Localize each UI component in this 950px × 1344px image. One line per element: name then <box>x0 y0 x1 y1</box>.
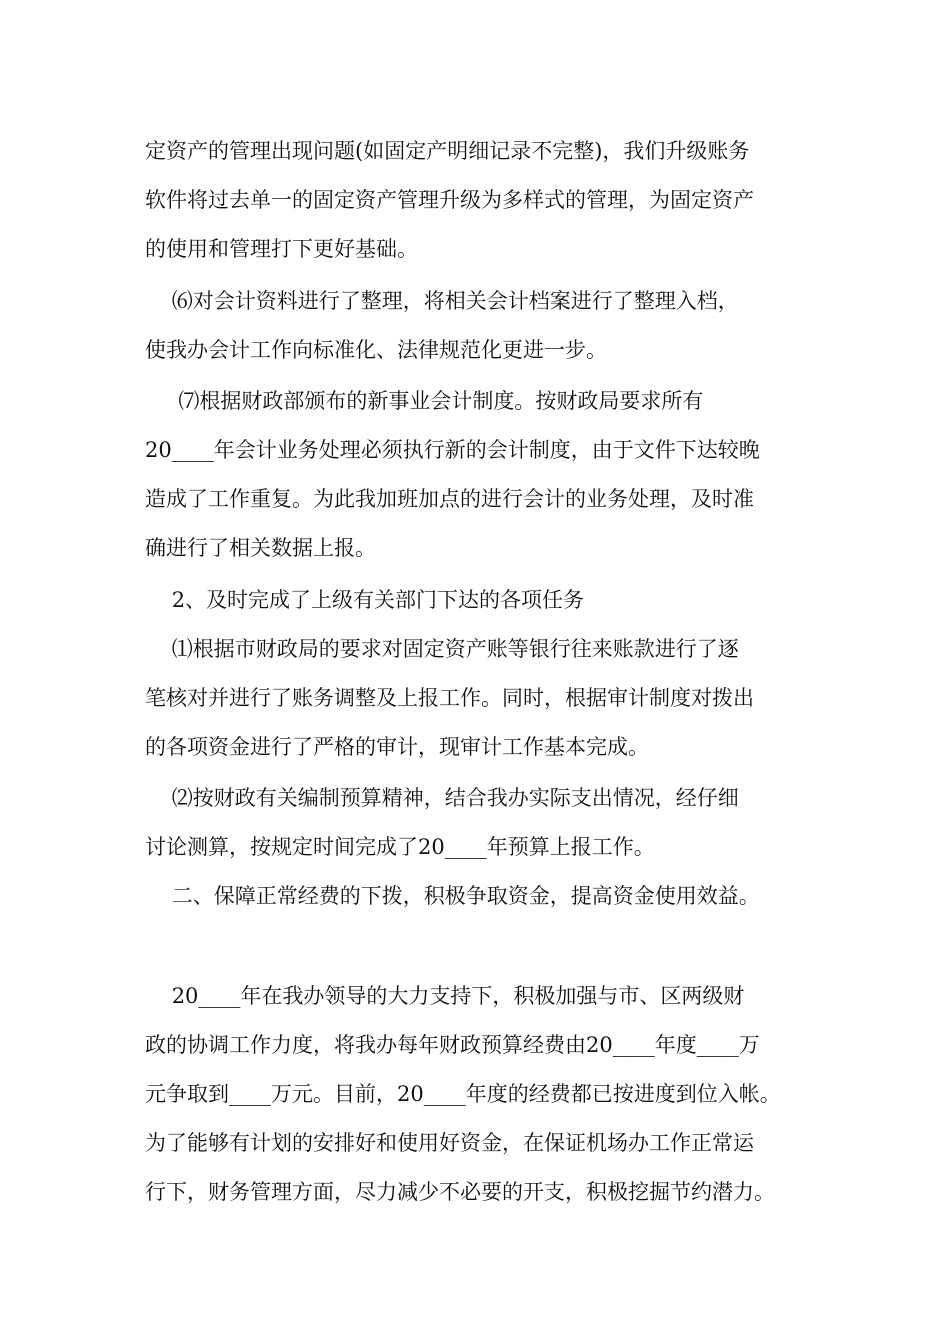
text-line: 行下，财务管理方面，尽力减少不必要的开支，积极挖掘节约潜力。 <box>145 1180 775 1204</box>
text-line: ⑴根据市财政局的要求对固定资产账等银行往来账款进行了逐 <box>145 637 739 661</box>
paragraph-item-1 <box>145 625 835 772</box>
text-line: 为了能够有计划的安排好和使用好资金，在保证机场办工作正常运 <box>145 1131 754 1155</box>
text-line: 笔核对并进行了账务调整及上报工作。同时，根据审计制度对拨出 <box>145 686 754 710</box>
paragraph-fixed-asset-upgrade <box>145 127 835 274</box>
text-line: 元争取到____万元。目前，20____年度的经费都已按进度到位入帐。 <box>145 1082 781 1106</box>
text-line: 政的协调工作力度，将我办每年财政预算经费由20____年度____万 <box>145 1033 760 1057</box>
text-line: ⑺根据财政部颁布的新事业会计制度。按财政局要求所有 <box>145 389 704 413</box>
text-line: 确进行了相关数据上报。 <box>145 536 376 560</box>
text-line: 的使用和管理打下更好基础。 <box>145 237 418 261</box>
text-line: 使我办会计工作向标准化、法律规范化更进一步。 <box>145 338 607 362</box>
text-line: ⑹对会计资料进行了整理，将相关会计档案进行了整理入档， <box>145 289 739 313</box>
text-line: 二、保障正常经费的下拨，积极争取资金，提高资金使用效益。 <box>145 884 760 908</box>
text-line: 2、及时完成了上级有关部门下达的各项任务 <box>145 588 585 612</box>
text-line: 的各项资金进行了严格的审计，现审计工作基本完成。 <box>145 735 649 759</box>
text-line: ⑵按财政有关编制预算精神，结合我办实际支出情况，经仔细 <box>145 786 739 810</box>
text-line: 造成了工作重复。为此我加班加点的进行会计的业务处理，及时准 <box>145 487 754 511</box>
text-line: 讨论测算，按规定时间完成了20____年预算上报工作。 <box>145 835 655 859</box>
text-line: 20____年在我办领导的大力支持下，积极加强与市、区两级财 <box>145 984 745 1008</box>
section-heading-two <box>145 872 835 921</box>
paragraph-item-2 <box>145 774 835 872</box>
section-heading-2 <box>145 576 835 625</box>
paragraph-item-6 <box>145 277 835 375</box>
text-line: 定资产的管理出现问题(如固定产明细记录不完整)，我们升级账务 <box>145 139 750 163</box>
text-line: 软件将过去单一的固定资产管理升级为多样式的管理，为固定资产 <box>145 188 754 212</box>
text-line: 20____年会计业务处理必须执行新的会计制度，由于文件下达较晚 <box>145 438 760 462</box>
paragraph-funding <box>145 972 835 1217</box>
paragraph-item-7 <box>145 377 835 573</box>
